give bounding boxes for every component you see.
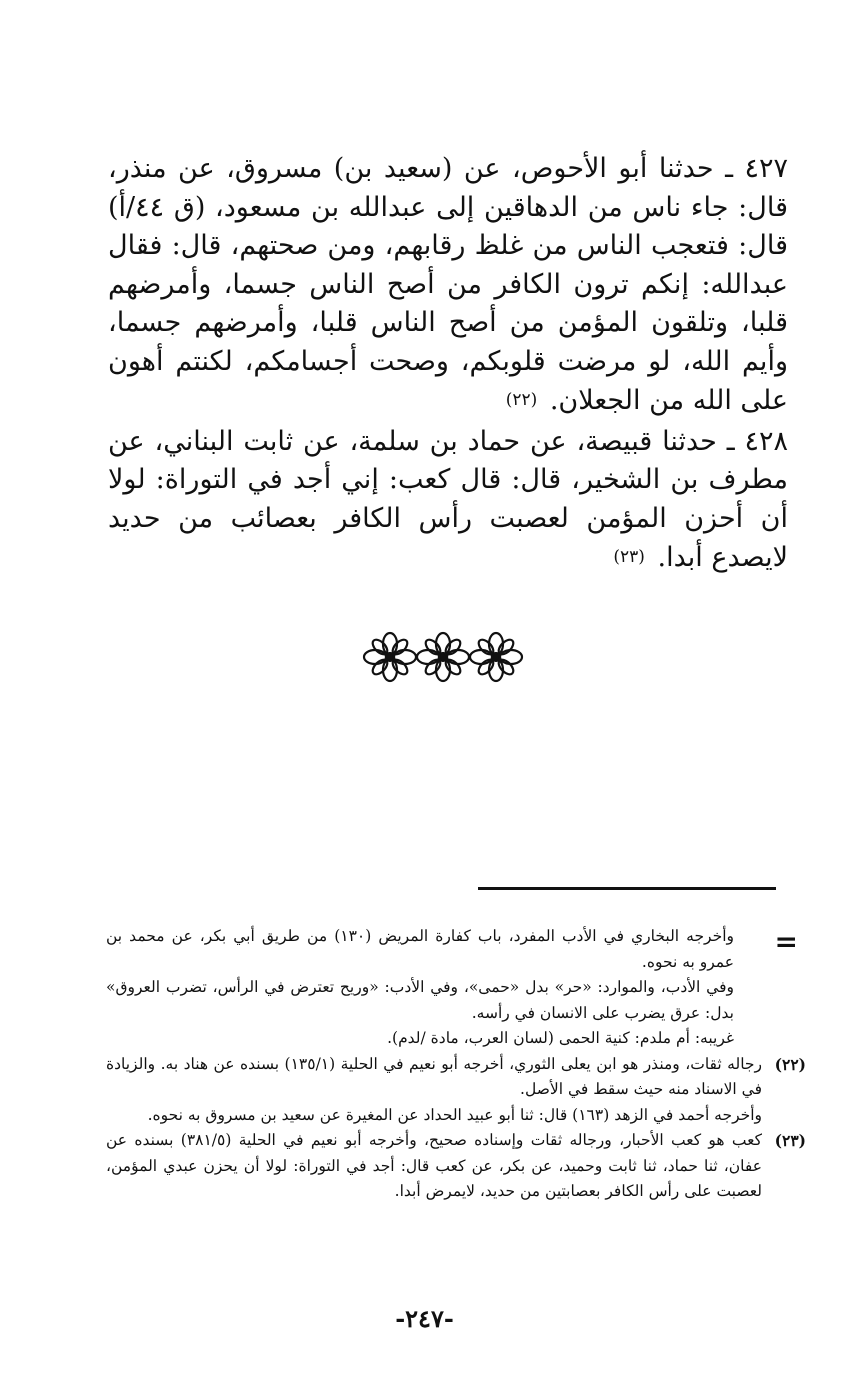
footnote-line: وأخرجه البخاري في الأدب المفرد، باب كفارة المريض (١٣٠) من طريق أبي بكر، عن محمد بن عمرو به نحوه.: [106, 927, 734, 971]
page-number: -٢٤٧-: [395, 1304, 454, 1333]
flower-ornament-icon: [360, 630, 526, 684]
footnotes: [106, 924, 806, 1205]
footnote-line: كعب هو كعب الأحبار، ورجاله ثقات وإسناده صحيح، وأخرجه أبو نعيم في الحلية (٣٨١/٥) بسنده عن عفان، ثنا حماد، ثنا ثابت وحميد، عن بكر، عن كعب قال: أجد في التوراة: لولا أن يحزن عبدي المؤمن، لعصبت على رأس الكافر بعصابتين من حديد، لايمرض أبدا.: [106, 1131, 762, 1200]
footnote-number: (٢٣): [774, 1131, 806, 1150]
footnote-line: رجاله ثقات، ومنذر هو ابن يعلى الثوري، أخرجه أبو نعيم في الحلية (١٣٥/١) بسنده عن هناد به. والزيادة في الاسناد منه حيث سقط في الأصل.: [106, 1054, 762, 1098]
continuation-mark: =: [774, 925, 798, 958]
main-text: [108, 150, 788, 580]
footnote-separator: [478, 887, 776, 890]
footnote-line: وفي الأدب، والموارد: «حر» بدل «حمى»، وفي الأدب: «وريح تعترض في الرأس، تضرب العروق» بدل: عرق يضرب على الانسان في رأسه.: [106, 978, 734, 1022]
footnote-ref: (٢٣): [613, 547, 645, 567]
hadith-428: [108, 423, 788, 578]
footnote-line: وأخرجه أحمد في الزهد (١٦٣) قال: ثنا أبو عبيد الحداد عن المغيرة عن سعيد بن مسروق به نحوه.: [147, 1105, 762, 1124]
footnote-line: غريبه: أم ملدم: كنية الحمى (لسان العرب، مادة /لدم).: [387, 1029, 734, 1047]
footnote-ref: (٢٢): [505, 390, 538, 410]
hadith-text: ٤٢٨ ـ حدثنا قبيصة، عن حماد بن سلمة، عن ثابت البناني، عن مطرف بن الشخير، قال: قال كعب: إني أجد في التوراة: لولا أن أحزن المؤمن لعصبت رأس الكافر بعصائب من حديد لايصدع أبدا.: [108, 425, 788, 573]
hadith-427: [108, 150, 788, 421]
footnote-number: (٢٢): [774, 1054, 806, 1074]
footnote-22: [106, 1052, 806, 1129]
footnote-continuation: [106, 924, 806, 1052]
footnote-23: [106, 1128, 806, 1205]
hadith-text: ٤٢٧ ـ حدثنا أبو الأحوص، عن (سعيد بن) مسروق، عن منذر، قال: جاء ناس من الدهاقين إلى عبدالله بن مسعود، (ق ٤٤/أ) قال: فتعجب الناس من غلظ رقابهم، ومن صحتهم، قال: فقال عبدالله: إنكم ترون الكافر من أصح الناس جسما، وأمرضهم قلبا، وتلقون المؤمن من أصح الناس قلبا، وأمرضهم جسما، وأيم الله، لو مرضت قلوبكم، وصحت أجسامكم، لكنتم أهون على الله من الجعلان.: [108, 153, 788, 416]
